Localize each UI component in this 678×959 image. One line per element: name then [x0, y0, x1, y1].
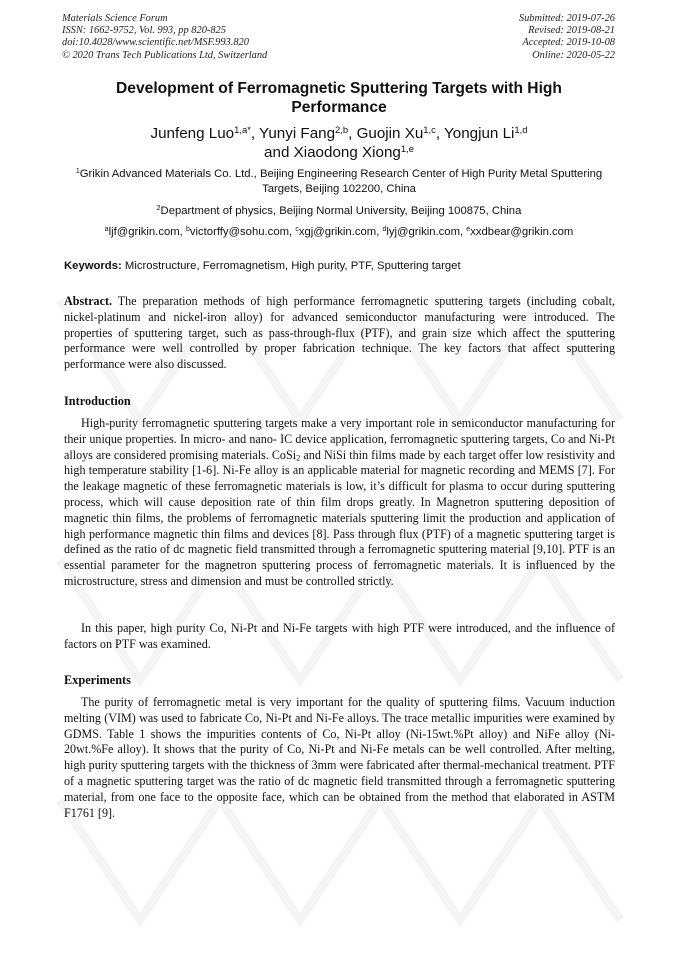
author-separator: , [348, 125, 357, 142]
abstract [64, 294, 615, 373]
email-sup: d [382, 226, 387, 234]
author-name: Yunyi Fang [259, 125, 336, 142]
copyright-line: © 2020 Trans Tech Publications Ltd, Switzerland [62, 49, 268, 61]
abstract-label: Abstract. [64, 294, 113, 308]
author-sup: 1,e [400, 142, 414, 154]
subscript: 2 [296, 452, 301, 463]
submitted-date: Submitted: 2019-07-26 [518, 13, 615, 24]
issn-line: ISSN: 1662-9752, Vol. 993, pp 820-825 [62, 25, 226, 37]
publication-dates [519, 13, 615, 62]
author-name: Guojin Xu [356, 125, 424, 142]
abstract-text: The preparation methods of high performance ferromagnetic sputtering targets (including cobalt, nickel-platinum and nickel-iron alloy) for advanced semiconductor manufacturing were introduced. The properties of sputtering target, such as pass-through-flux (PTF), and grain size which affect the sputtering performance were well controlled by proper fabrication technique. The key factors that affect sputtering performance were also discussed. [64, 294, 616, 372]
email-sup: e [466, 226, 471, 234]
affiliation-sup: 1 [75, 168, 80, 176]
email-address[interactable]: lyj@grikin.com [386, 226, 461, 238]
author-separator: , [250, 125, 260, 142]
intro-text: High-purity ferromagnetic sputtering targets make a very important role in semiconductor manufacturing for their unique properties. In micro- and nano- IC device application, ferromagnetic sputtering targets, Co and Ni-Pt alloys are considered promising materials. CoSi [64, 416, 615, 462]
author-list [80, 124, 598, 162]
doi-line: doi:10.4028/www.scientific.net/MSF.993.820 [62, 37, 249, 49]
email-sup: a [104, 226, 109, 234]
email-address[interactable]: victorffy@sohu.com [189, 226, 290, 238]
journal-info [62, 13, 267, 62]
author-sup: 1,a* [234, 123, 251, 135]
paper-title: Development of Ferromagnetic Sputtering Targets with High Performance [116, 80, 562, 116]
affiliation-text: Grikin Advanced Materials Co. Ltd., Beijing Engineering Research Center of High Purity Metal Sputtering Targets, Beijing 102200, China [79, 168, 603, 195]
author-name: Yongjun Li [444, 125, 515, 142]
keywords [64, 259, 616, 273]
author-sup: 1,c [423, 123, 436, 135]
affiliation-text: Department of physics, Beijing Normal University, Beijing 100875, China [160, 205, 522, 217]
email-address[interactable]: xxdbear@grikin.com [470, 226, 574, 238]
section-heading-experiments: Experiments [64, 673, 131, 687]
author-sup: 2,b [335, 123, 349, 135]
email-address[interactable]: xgj@grikin.com [298, 226, 377, 238]
online-date: Online: 2020-05-22 [532, 49, 615, 61]
email-sup: b [185, 226, 190, 234]
email-sup: c [295, 226, 299, 234]
intro-paragraph-1 [64, 416, 615, 590]
accepted-date: Accepted: 2019-10-08 [522, 37, 615, 49]
author-name: Junfeng Luo [150, 125, 235, 142]
revised-date: Revised: 2019-08-21 [528, 25, 615, 37]
author-sup: 1,d [514, 123, 528, 135]
intro-text: and NiSi thin films made by each target offer low resistivity and high temperature stability [1-6]. Ni-Fe alloy is an applicable material for magnetic recording and MEMS [7]. For the leakage magnetic of these ferromagnetic materials is low, it’s difficult for plasma to occur during sputtering process, which will cause deposition rate of thin film drops greatly. In Magnetron sputtering deposition of magnetic thin films, the problems of ferromagnetic materials sputtering limit the production and application of high performance magnetic thin films and devices [8]. Pass through flux (PTF) of a magnetic sputtering target is defined as the ratio of dc magnetic field transmitted through a ferromagnetic sputtering material [9,10]. PTF is an essential parameter for the magnetron sputtering process of ferromagnetic materials. It is influenced by the microstructure, stress and dimension and must be controlled strictly. [64, 447, 615, 588]
author-separator: , [435, 125, 445, 142]
affiliation-1 [70, 167, 608, 196]
author-name: and Xiaodong Xiong [264, 144, 401, 161]
intro-paragraph-2: In this paper, high purity Co, Ni-Pt and Ni-Fe targets with high PTF were introduced, and the influence of factors on PTF was examined. [64, 621, 615, 651]
keywords-text: Microstructure, Ferromagnetism, High purity, PTF, Sputtering target [124, 260, 461, 272]
email-address[interactable]: ljf@grikin.com [108, 226, 180, 238]
affiliation-2 [70, 204, 608, 219]
affiliation-sup: 2 [156, 205, 161, 213]
experiments-paragraph-1: The purity of ferromagnetic metal is very important for the quality of sputtering films. Vacuum induction melting (VIM) was used to fabricate Co, Ni-Pt and Ni-Fe alloys. The trace metallic impurities were examined by GDMS. Table 1 shows the impurities contents of Co, Ni-Pt alloy (Ni-15wt.%Pt alloy) and NiFe alloy (Ni-20wt.%Fe alloy). It shows that the purity of Co, Ni-Pt and Ni-Fe metals can be well controlled. After melting, high purity sputtering targets with the thickness of 3mm were fabricated after thermal-mechanical treatment. PTF of a magnetic sputtering target was the ratio of dc magnetic field transmitted through a ferromagnetic sputtering material, from one face to the opposite face, which can be obtained from the method that elaborated in ASTM F1761 [9]. [64, 695, 615, 820]
section-heading-introduction: Introduction [64, 394, 131, 408]
journal-name: Materials Science Forum [62, 13, 168, 24]
keywords-label: Keywords: [64, 260, 122, 272]
email-list: $^a$ljf@grikin.com, $^b$victorffy@sohu.com, $^c$xgj@grikin.com, $^d$lyj@grikin.com, $^e$xxdbear@grikin.com [104, 226, 574, 238]
